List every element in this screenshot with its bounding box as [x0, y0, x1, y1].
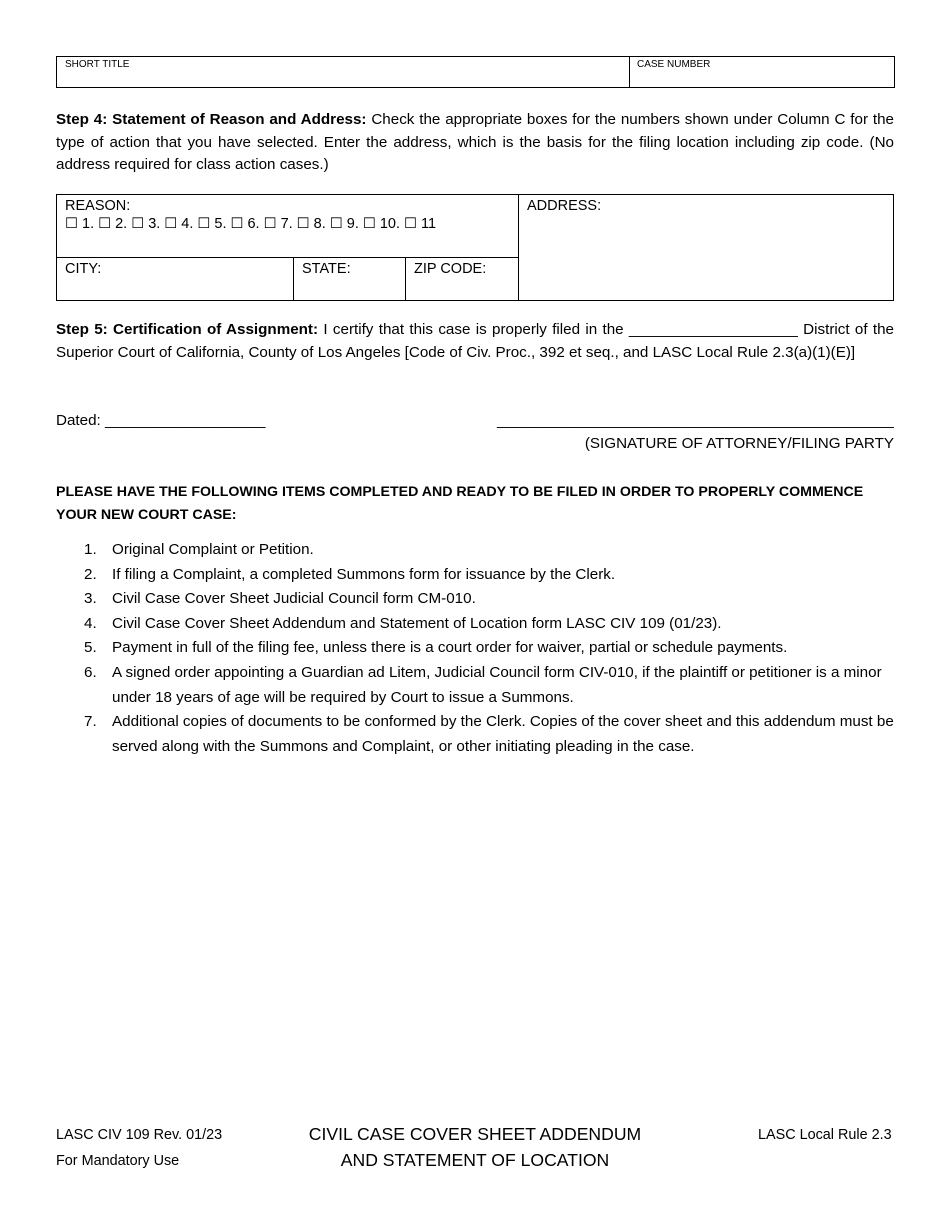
checkbox-icon[interactable]: ☐	[362, 216, 376, 232]
address-label: ADDRESS:	[527, 198, 602, 214]
reason-option[interactable]	[164, 216, 193, 232]
checkbox-icon[interactable]: ☐	[329, 216, 343, 232]
reason-label: REASON:	[65, 198, 131, 214]
step4-text: Check the appropriate boxes for the numbers shown under Column C for the type of action that you have selected. Enter the address, which is the basis for the filing location including zip code. (No address required for class action cases.)	[56, 111, 894, 173]
reason-option-label: 8.	[313, 216, 326, 232]
checkbox-icon[interactable]: ☐	[131, 216, 145, 232]
checkbox-icon[interactable]: ☐	[404, 216, 418, 232]
reason-option-label: 3.	[148, 216, 161, 232]
list-item-number: 5.	[84, 639, 97, 657]
step5-heading: Step 5: Certification of Assignment:	[56, 321, 319, 338]
address-field[interactable]	[519, 195, 893, 300]
reason-option-label: 11	[421, 216, 437, 232]
reason-option-label: 10.	[379, 216, 401, 232]
zip-field[interactable]	[406, 258, 519, 300]
footer-title-line2: AND STATEMENT OF LOCATION	[340, 1150, 610, 1170]
reason-option[interactable]	[404, 216, 436, 232]
reason-option[interactable]	[330, 216, 359, 232]
short-title-box	[56, 56, 895, 88]
reason-options	[65, 216, 510, 232]
city-field[interactable]	[57, 258, 294, 300]
reason-address-table	[56, 194, 894, 301]
step5-paragraph	[56, 319, 894, 364]
reason-cell	[57, 195, 519, 258]
list-item	[56, 710, 894, 759]
reason-option[interactable]	[363, 216, 400, 232]
list-item-number: 3.	[84, 590, 97, 608]
list-item	[56, 538, 894, 563]
checkbox-icon[interactable]: ☐	[230, 216, 244, 232]
list-item-number: 6.	[84, 663, 97, 681]
list-item-text: Civil Case Cover Sheet Judicial Council form CM-010.	[112, 590, 476, 608]
list-item-number: 4.	[84, 614, 97, 632]
reason-option-label: 4.	[181, 216, 194, 232]
footer-title	[275, 1121, 675, 1173]
city-label: CITY:	[65, 261, 102, 277]
short-title-field[interactable]	[57, 57, 630, 87]
list-item-text: Additional copies of documents to be conformed by the Clerk. Copies of the cover sheet and this addendum must be served along with the Summons and Complaint, or other initiating pleading in the case.	[112, 713, 894, 755]
case-number-field[interactable]	[630, 57, 894, 87]
list-item	[56, 636, 894, 661]
list-item-number: 1.	[84, 541, 97, 558]
reason-option[interactable]	[131, 216, 160, 232]
reason-option-label: 5.	[214, 216, 227, 232]
reason-option[interactable]	[264, 216, 293, 232]
reason-option-label: 6.	[247, 216, 260, 232]
reason-option[interactable]	[65, 216, 94, 232]
reason-option[interactable]	[230, 216, 259, 232]
footer-form-id: LASC CIV 109 Rev. 01/23	[56, 1127, 223, 1143]
reason-option-label: 2.	[115, 216, 128, 232]
footer-use: For Mandatory Use	[56, 1153, 180, 1169]
step4-heading: Step 4: Statement of Reason and Address:	[56, 111, 367, 128]
reason-option[interactable]	[297, 216, 326, 232]
state-label: STATE:	[302, 261, 351, 277]
footer-title-line1: CIVIL CASE COVER SHEET ADDENDUM	[308, 1124, 642, 1144]
signature-caption: (SIGNATURE OF ATTORNEY/FILING PARTY	[584, 435, 894, 452]
checklist	[56, 538, 894, 759]
reason-option-label: 9.	[346, 216, 359, 232]
list-item-text: Original Complaint or Petition.	[112, 541, 314, 558]
checkbox-icon[interactable]: ☐	[296, 216, 310, 232]
reason-option-label: 7.	[280, 216, 293, 232]
state-field[interactable]	[294, 258, 406, 300]
footer-rule: LASC Local Rule 2.3	[758, 1127, 892, 1143]
list-item-number: 7.	[84, 713, 97, 731]
short-title-label: SHORT TITLE	[65, 59, 130, 70]
step4-paragraph	[56, 109, 894, 177]
checklist-heading: PLEASE HAVE THE FOLLOWING ITEMS COMPLETED AND READY TO BE FILED IN ORDER TO PROPERLY COMMENCE YOUR NEW COURT CASE:	[56, 484, 864, 523]
dated-field[interactable]: Dated: ___________________	[56, 412, 266, 429]
checkbox-icon[interactable]: ☐	[263, 216, 277, 232]
checkbox-icon[interactable]: ☐	[98, 216, 112, 232]
list-item-number: 2.	[84, 565, 97, 583]
reason-option[interactable]	[197, 216, 226, 232]
reason-option[interactable]	[98, 216, 127, 232]
list-item-text: Civil Case Cover Sheet Addendum and Statement of Location form LASC CIV 109 (01/23).	[112, 614, 722, 632]
list-item-text: If filing a Complaint, a completed Summons form for issuance by the Clerk.	[112, 565, 616, 583]
checkbox-icon[interactable]: ☐	[164, 216, 178, 232]
checkbox-icon[interactable]: ☐	[197, 216, 211, 232]
list-item	[56, 563, 894, 588]
checkbox-icon[interactable]: ☐	[65, 216, 78, 232]
list-item-text: Payment in full of the filing fee, unless there is a court order for waiver, partial or schedule payments.	[112, 639, 788, 657]
list-item-text: A signed order appointing a Guardian ad Litem, Judicial Council form CIV-010, if the plaintiff or petitioner is a minor under 18 years of age will be required by Court to issue a Summons.	[112, 663, 882, 706]
list-item	[56, 661, 894, 710]
case-number-label: CASE NUMBER	[637, 59, 711, 70]
zip-label: ZIP CODE:	[414, 261, 487, 277]
step5-text: I certify that this case is properly filed in the ____________________ District of the Superior Court of California, County of Los Angeles [Code of Civ. Proc., 392 et seq., and LASC Local Rule 2.3(a)(1)(E)]	[56, 321, 894, 361]
list-item	[56, 612, 894, 637]
reason-option-label: 1.	[82, 216, 95, 232]
signature-line[interactable]: _______________________________________________	[497, 412, 894, 429]
list-item	[56, 587, 894, 612]
